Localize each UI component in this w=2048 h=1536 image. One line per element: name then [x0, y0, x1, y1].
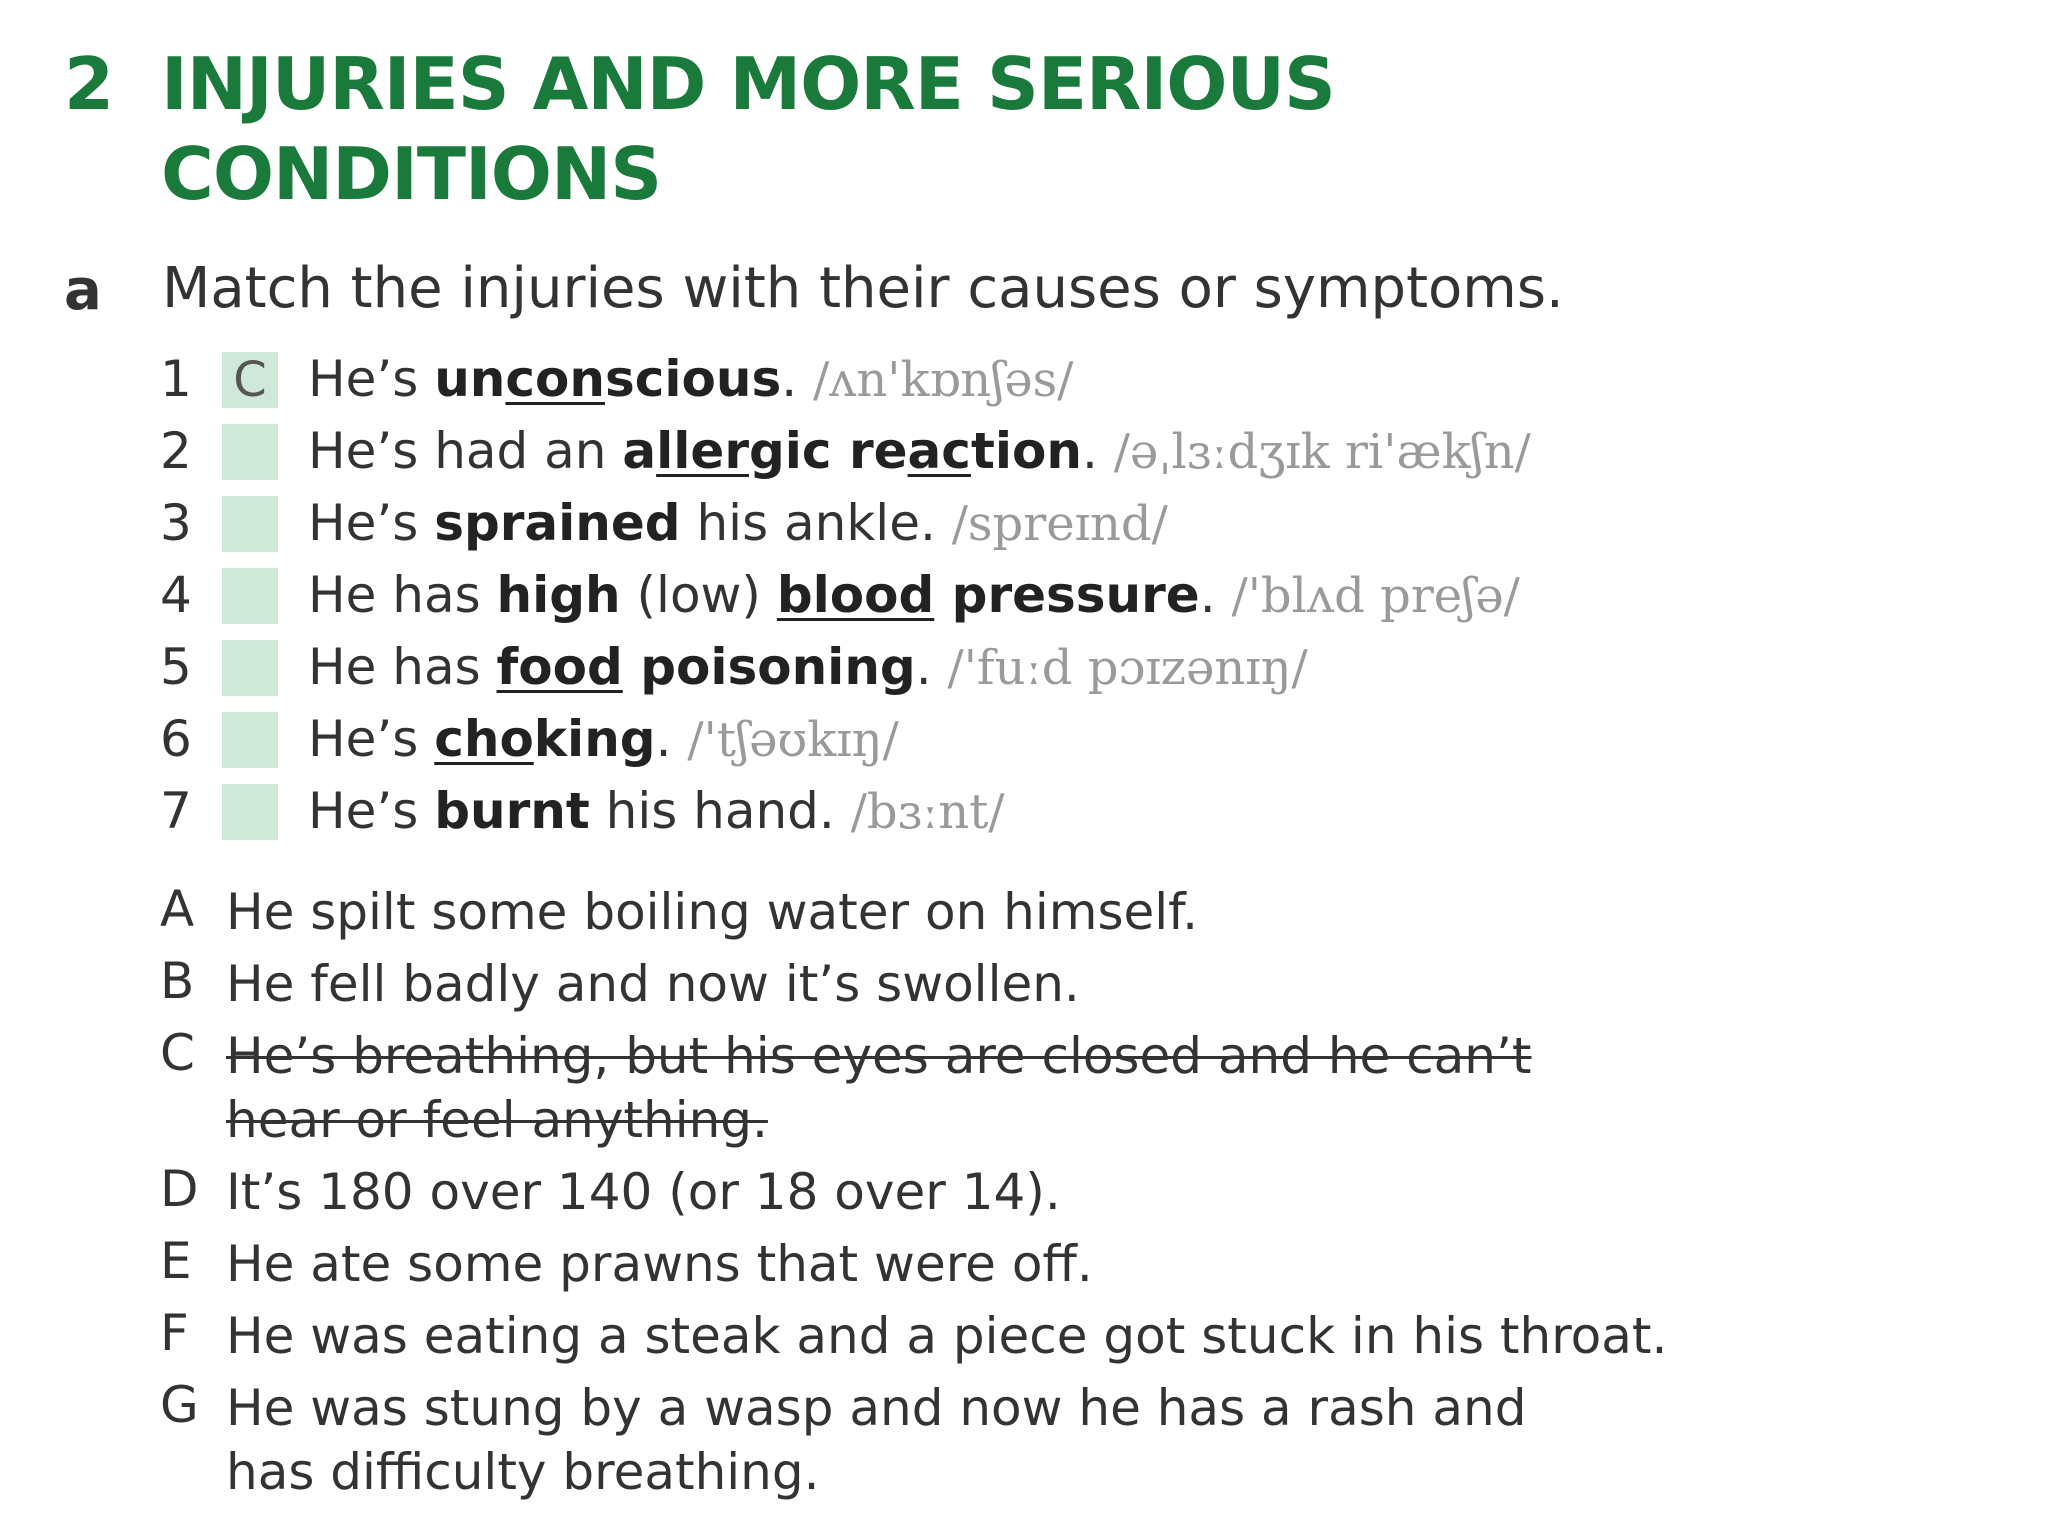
item-number: 6: [160, 710, 192, 768]
sentence-end: .: [1081, 422, 1098, 480]
sentence-start: He’s: [308, 782, 435, 840]
key-phrase: food poisoning: [496, 638, 916, 696]
key-phrase: blood pressure: [776, 566, 1200, 624]
option-text-line-2: has difficulty breathing.: [226, 1443, 820, 1501]
answer-box[interactable]: [222, 784, 278, 840]
option-text: He was eating a steak and a piece got stuck in his throat.: [226, 1307, 1668, 1365]
option-letter: F: [160, 1304, 189, 1362]
item-sentence: [308, 566, 1520, 624]
answer-box[interactable]: [222, 640, 278, 696]
key-phrase: burnt: [434, 782, 590, 840]
key-phrase: allergic reaction: [622, 422, 1082, 480]
item-number: 1: [160, 350, 192, 408]
item-number: 7: [160, 782, 192, 840]
option-letter: D: [160, 1160, 199, 1218]
sentence-end: .: [781, 350, 798, 408]
option-text: He was stung by a wasp and now he has a rash and: [226, 1379, 1527, 1437]
key-phrase: unconscious: [434, 350, 782, 408]
answer-box[interactable]: C: [222, 352, 278, 408]
item-sentence: [308, 638, 1308, 696]
pronunciation: /əˌlɜːdʒɪk ri'ækʃn/: [1113, 424, 1531, 480]
exercise-letter: a: [64, 258, 102, 323]
item-number: 3: [160, 494, 192, 552]
item-sentence: [308, 494, 1168, 552]
option-text-crossed-out: He’s breathing, but his eyes are closed and he can’t: [226, 1027, 1532, 1085]
option-letter: C: [160, 1024, 195, 1082]
option-text: He spilt some boiling water on himself.: [226, 883, 1199, 941]
option-text: He fell badly and now it’s swollen.: [226, 955, 1080, 1013]
pronunciation: /bɜːnt/: [850, 784, 1005, 840]
key-phrase: high: [496, 566, 621, 624]
section-title-line-2: CONDITIONS: [161, 132, 662, 216]
sentence-start: He’s: [308, 710, 435, 768]
pronunciation: /'blʌd preʃə/: [1231, 568, 1520, 624]
sentence-start: He’s: [308, 350, 435, 408]
pronunciation: /ʌn'kɒnʃəs/: [813, 352, 1074, 408]
sentence-end: .: [1199, 566, 1216, 624]
pronunciation: /'fuːd pɔɪzənɪŋ/: [947, 640, 1308, 696]
answer-box[interactable]: [222, 496, 278, 552]
answer-box[interactable]: [222, 568, 278, 624]
key-phrase: choking: [434, 710, 656, 768]
option-letter: B: [160, 952, 195, 1010]
item-sentence: [308, 710, 899, 768]
answer-box[interactable]: [222, 424, 278, 480]
option-text: He ate some prawns that were off.: [226, 1235, 1093, 1293]
item-sentence: [308, 782, 1005, 840]
item-sentence: [308, 350, 1073, 408]
sentence-start: He has: [308, 638, 497, 696]
item-number: 2: [160, 422, 192, 480]
sentence-end: .: [655, 710, 672, 768]
sentence-start: He has: [308, 566, 497, 624]
option-letter: A: [160, 880, 195, 938]
section-number: 2: [64, 42, 114, 126]
option-text-crossed-out-line-2: hear or feel anything.: [226, 1091, 768, 1149]
exercise-instruction: Match the injuries with their causes or symptoms.: [162, 256, 1564, 321]
section-title-line-1: INJURIES AND MORE SERIOUS: [161, 42, 1335, 126]
item-number: 5: [160, 638, 192, 696]
option-letter: E: [160, 1232, 192, 1290]
option-letter: G: [160, 1376, 199, 1434]
sentence-end: .: [915, 638, 932, 696]
sentence-end: his ankle.: [680, 494, 936, 552]
sentence-start: He’s had an: [308, 422, 623, 480]
item-number: 4: [160, 566, 192, 624]
sentence-end: his hand.: [589, 782, 835, 840]
item-sentence: [308, 422, 1531, 480]
key-phrase: sprained: [434, 494, 681, 552]
sentence-middle: (low): [620, 566, 777, 624]
pronunciation: /spreɪnd/: [951, 496, 1168, 552]
option-text: It’s 180 over 140 (or 18 over 14).: [226, 1163, 1061, 1221]
answer-box[interactable]: [222, 712, 278, 768]
sentence-start: He’s: [308, 494, 435, 552]
pronunciation: /'tʃəʊkɪŋ/: [687, 712, 899, 768]
